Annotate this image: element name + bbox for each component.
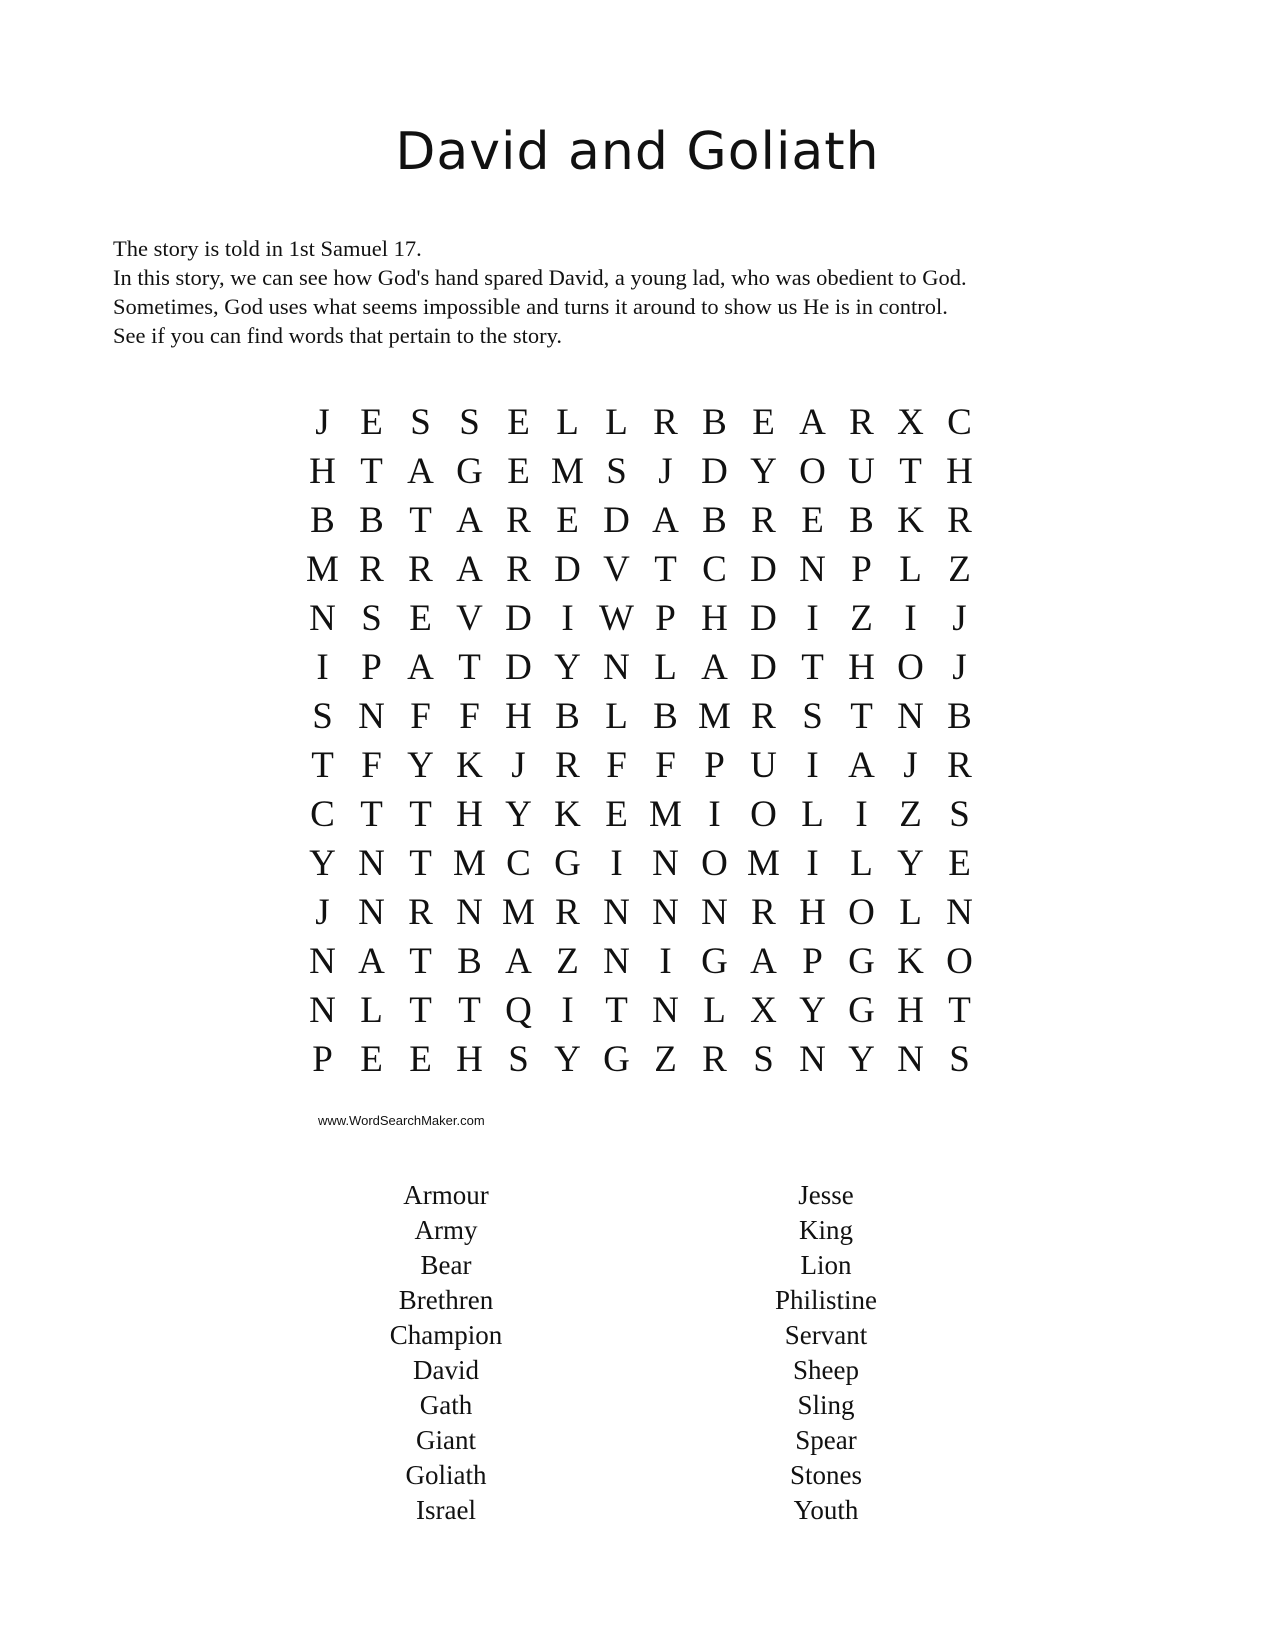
grid-letter[interactable]: M [747,843,780,884]
intro-text [113,234,1213,350]
grid-letter[interactable]: A [848,745,875,786]
grid-letter[interactable]: H [505,696,532,737]
grid-letter[interactable]: N [358,696,385,737]
intro-line: Sometimes, God uses what seems impossible and turns it around to show us He is in control. [113,294,948,319]
grid-letter[interactable]: T [360,794,383,835]
grid-letter[interactable]: N [946,892,973,933]
grid-letter[interactable]: E [556,500,579,541]
grid-row [298,937,984,986]
grid-letter[interactable]: A [505,941,532,982]
word-list-item: Bear [420,1250,472,1280]
grid-letter[interactable]: N [603,647,630,688]
grid-letter[interactable]: Z [850,598,873,639]
grid-letter[interactable]: Y [848,1039,875,1080]
grid-letter[interactable]: N [309,598,336,639]
word-list-item: Lion [800,1250,852,1280]
grid-letter[interactable]: R [359,549,384,590]
grid-letter[interactable]: S [312,696,333,737]
grid-letter[interactable]: G [848,990,875,1031]
grid-letter[interactable]: M [306,549,339,590]
grid-letter[interactable]: S [606,451,627,492]
grid-letter[interactable]: U [848,451,875,492]
word-list-right [676,1178,976,1528]
word-list-item: Philistine [774,1285,877,1315]
grid-letter[interactable]: B [457,941,482,982]
grid-letter[interactable]: R [947,745,972,786]
grid-letter[interactable]: R [653,402,678,443]
grid-letter[interactable]: N [603,892,630,933]
grid-letter[interactable]: R [947,500,972,541]
grid-letter[interactable]: B [947,696,972,737]
grid-letter[interactable]: K [897,941,924,982]
grid-letter[interactable]: Z [654,1039,677,1080]
grid-letter[interactable]: E [507,451,530,492]
grid-letter[interactable]: A [456,500,483,541]
grid-letter[interactable]: M [698,696,731,737]
word-list-item: Champion [389,1320,503,1350]
word-list-item: Brethren [398,1285,494,1315]
word-list-item: King [799,1215,853,1245]
grid-letter[interactable]: K [554,794,581,835]
grid-letter[interactable]: T [801,647,824,688]
grid-letter[interactable]: N [456,892,483,933]
grid-letter[interactable]: J [315,402,330,443]
intro-line: In this story, we can see how God's hand spared David, a young lad, who was obedient to God. [113,265,967,290]
grid-letter[interactable]: N [358,892,385,933]
grid-letter[interactable]: V [456,598,483,639]
grid-letter[interactable]: K [456,745,483,786]
grid-letter[interactable]: K [897,500,924,541]
grid-letter[interactable]: H [456,1039,483,1080]
grid-letter[interactable]: S [949,1039,970,1080]
grid-letter[interactable]: B [849,500,874,541]
grid-row [298,888,984,937]
grid-letter[interactable]: T [899,451,922,492]
grid-letter[interactable]: A [652,500,679,541]
grid-letter[interactable]: S [361,598,382,639]
word-list-left [296,1178,596,1528]
grid-letter[interactable]: S [753,1039,774,1080]
grid-letter[interactable]: E [360,402,383,443]
grid-letter[interactable]: A [456,549,483,590]
grid-letter[interactable]: E [801,500,824,541]
grid-letter[interactable]: F [459,696,480,737]
grid-letter[interactable]: T [654,549,677,590]
grid-letter[interactable]: T [409,794,432,835]
grid-letter[interactable]: C [506,843,531,884]
grid-letter[interactable]: N [603,941,630,982]
grid-letter[interactable]: B [702,402,727,443]
grid-letter[interactable]: R [849,402,874,443]
grid-letter[interactable]: O [946,941,973,982]
grid-letter[interactable]: G [554,843,581,884]
grid-letter[interactable]: H [701,598,728,639]
grid-letter[interactable]: B [310,500,335,541]
grid-letter[interactable]: O [701,843,728,884]
grid-letter[interactable]: A [701,647,728,688]
grid-letter[interactable]: B [653,696,678,737]
grid-letter[interactable]: A [407,451,434,492]
grid-letter[interactable]: I [806,843,819,884]
grid-letter[interactable]: G [848,941,875,982]
grid-letter[interactable]: L [899,892,922,933]
grid-letter[interactable]: R [702,1039,727,1080]
grid-letter[interactable]: J [952,647,967,688]
grid-letter[interactable]: N [652,843,679,884]
word-list-item: Gath [419,1390,473,1420]
grid-letter[interactable]: I [316,647,329,688]
grid-letter[interactable]: B [359,500,384,541]
grid-letter[interactable]: T [409,843,432,884]
grid-letter[interactable]: V [603,549,630,590]
grid-letter[interactable]: M [551,451,584,492]
grid-letter[interactable]: I [659,941,672,982]
grid-letter[interactable]: L [703,990,726,1031]
grid-letter[interactable]: Y [554,647,581,688]
grid-row [298,986,984,1035]
grid-letter[interactable]: H [848,647,875,688]
grid-letter[interactable]: J [511,745,526,786]
word-list-item: Servant [784,1320,868,1350]
grid-letter[interactable]: P [361,647,382,688]
grid-letter[interactable]: E [409,598,432,639]
grid-letter[interactable]: L [899,549,922,590]
grid-letter[interactable]: S [949,794,970,835]
grid-letter[interactable]: N [309,990,336,1031]
grid-letter[interactable]: S [802,696,823,737]
grid-letter[interactable]: T [409,990,432,1031]
grid-letter[interactable]: T [948,990,971,1031]
grid-letter[interactable]: O [750,794,777,835]
grid-letter[interactable]: M [649,794,682,835]
grid-letter[interactable]: R [751,500,776,541]
grid-letter[interactable]: G [456,451,483,492]
grid-letter[interactable]: L [556,402,579,443]
grid-letter[interactable]: B [555,696,580,737]
grid-letter[interactable]: Y [799,990,826,1031]
grid-letter[interactable]: L [605,402,628,443]
word-list-item: Jesse [798,1180,854,1210]
grid-letter[interactable]: D [750,549,777,590]
grid-letter[interactable]: E [605,794,628,835]
grid-letter[interactable]: D [505,647,532,688]
grid-letter[interactable]: Y [505,794,532,835]
page-title: David and Goliath [395,122,880,182]
grid-letter[interactable]: I [806,598,819,639]
grid-letter[interactable]: R [555,745,580,786]
grid-letter[interactable]: F [410,696,431,737]
grid-letter[interactable]: M [453,843,486,884]
grid-row [298,398,984,447]
grid-letter[interactable]: L [801,794,824,835]
grid-letter[interactable]: G [603,1039,630,1080]
grid-letter[interactable]: M [502,892,535,933]
grid-letter[interactable]: R [555,892,580,933]
grid-row [298,692,984,741]
grid-letter[interactable]: T [360,451,383,492]
intro-line: The story is told in 1st Samuel 17. [113,236,422,261]
grid-letter[interactable]: C [947,402,972,443]
grid-letter[interactable]: P [312,1039,333,1080]
grid-letter[interactable]: J [903,745,918,786]
grid-letter[interactable]: W [599,598,634,639]
grid-row [298,496,984,545]
word-list-item: Spear [795,1425,857,1455]
grid-row [298,839,984,888]
grid-row [298,741,984,790]
grid-letter[interactable]: P [704,745,725,786]
grid-letter[interactable]: N [897,1039,924,1080]
grid-letter[interactable]: D [505,598,532,639]
grid-letter[interactable]: P [802,941,823,982]
word-list-item: Armour [403,1180,489,1210]
word-search-grid [298,398,984,1084]
word-list-item: Sling [797,1390,855,1420]
grid-row [298,594,984,643]
grid-letter[interactable]: A [799,402,826,443]
grid-letter[interactable]: P [851,549,872,590]
grid-letter[interactable]: H [799,892,826,933]
grid-row [298,1035,984,1084]
word-list-item: Youth [793,1495,859,1525]
grid-letter[interactable]: Z [556,941,579,982]
word-list-item: Giant [416,1425,476,1455]
grid-letter[interactable]: Y [309,843,336,884]
grid-letter[interactable]: R [751,696,776,737]
grid-letter[interactable]: N [358,843,385,884]
grid-letter[interactable]: Y [750,451,777,492]
grid-letter[interactable]: I [855,794,868,835]
grid-letter[interactable]: A [407,647,434,688]
grid-letter[interactable]: N [799,1039,826,1080]
word-list-item: David [413,1355,479,1385]
word-list-item: Sheep [793,1355,859,1385]
grid-letter[interactable]: L [360,990,383,1031]
grid-letter[interactable]: O [799,451,826,492]
grid-letter[interactable]: J [952,598,967,639]
grid-row [298,545,984,594]
grid-letter[interactable]: F [655,745,676,786]
grid-letter[interactable]: R [751,892,776,933]
grid-letter[interactable]: X [897,402,924,443]
word-list-item: Israel [416,1495,476,1525]
grid-letter[interactable]: I [904,598,917,639]
grid-letter[interactable]: G [701,941,728,982]
grid-row [298,643,984,692]
grid-letter[interactable]: I [708,794,721,835]
grid-letter[interactable]: C [702,549,727,590]
grid-letter[interactable]: F [361,745,382,786]
grid-letter[interactable]: H [456,794,483,835]
grid-letter[interactable]: L [850,843,873,884]
grid-row [298,790,984,839]
grid-letter[interactable]: U [750,745,777,786]
intro-line: See if you can find words that pertain to the story. [113,323,563,348]
grid-letter[interactable]: Y [897,843,924,884]
grid-letter[interactable]: A [358,941,385,982]
grid-letter[interactable]: F [606,745,627,786]
grid-letter[interactable]: T [409,941,432,982]
grid-letter[interactable]: N [799,549,826,590]
grid-letter[interactable]: S [508,1039,529,1080]
grid-letter[interactable]: R [408,892,433,933]
grid-letter[interactable]: T [458,990,481,1031]
grid-letter[interactable]: Y [554,1039,581,1080]
grid-letter[interactable]: I [806,745,819,786]
grid-letter[interactable]: E [752,402,775,443]
word-list-item: Goliath [405,1460,487,1490]
grid-letter[interactable]: N [652,892,679,933]
grid-letter[interactable]: S [459,402,480,443]
grid-letter[interactable]: T [850,696,873,737]
grid-letter[interactable]: C [310,794,335,835]
grid-letter[interactable]: J [315,892,330,933]
grid-letter[interactable]: E [360,1039,383,1080]
grid-letter[interactable]: T [605,990,628,1031]
grid-letter[interactable]: R [506,500,531,541]
grid-letter[interactable]: P [655,598,676,639]
grid-letter[interactable]: I [561,990,574,1031]
grid-letter[interactable]: E [507,402,530,443]
grid-letter[interactable]: I [610,843,623,884]
grid-letter[interactable]: N [897,696,924,737]
grid-letter[interactable]: S [410,402,431,443]
grid-letter[interactable]: Q [505,990,532,1031]
grid-letter[interactable]: R [506,549,531,590]
grid-letter[interactable]: H [897,990,924,1031]
word-list-item: Stones [789,1460,862,1490]
grid-letter[interactable]: T [311,745,334,786]
grid-letter[interactable]: H [946,451,973,492]
website-credit: www.WordSearchMaker.com [318,1113,485,1128]
grid-letter[interactable]: B [702,500,727,541]
grid-letter[interactable]: D [750,647,777,688]
grid-letter[interactable]: E [409,1039,432,1080]
grid-letter[interactable]: E [948,843,971,884]
grid-letter[interactable]: X [750,990,777,1031]
grid-letter[interactable]: D [554,549,581,590]
grid-letter[interactable]: L [605,696,628,737]
grid-letter[interactable]: T [458,647,481,688]
grid-letter[interactable]: N [701,892,728,933]
grid-letter[interactable]: Z [948,549,971,590]
grid-letter[interactable]: N [309,941,336,982]
grid-letter[interactable]: L [654,647,677,688]
grid-letter[interactable]: Y [407,745,434,786]
grid-letter[interactable]: O [848,892,875,933]
word-list-item: Army [414,1215,478,1245]
grid-letter[interactable]: D [701,451,728,492]
grid-letter[interactable]: D [750,598,777,639]
grid-letter[interactable]: J [658,451,673,492]
grid-letter[interactable]: N [652,990,679,1031]
grid-letter[interactable]: T [409,500,432,541]
grid-letter[interactable]: I [561,598,574,639]
grid-letter[interactable]: R [408,549,433,590]
grid-letter[interactable]: A [750,941,777,982]
grid-row [298,447,984,496]
grid-letter[interactable]: O [897,647,924,688]
grid-letter[interactable]: D [603,500,630,541]
grid-letter[interactable]: Z [899,794,922,835]
grid-letter[interactable]: H [309,451,336,492]
